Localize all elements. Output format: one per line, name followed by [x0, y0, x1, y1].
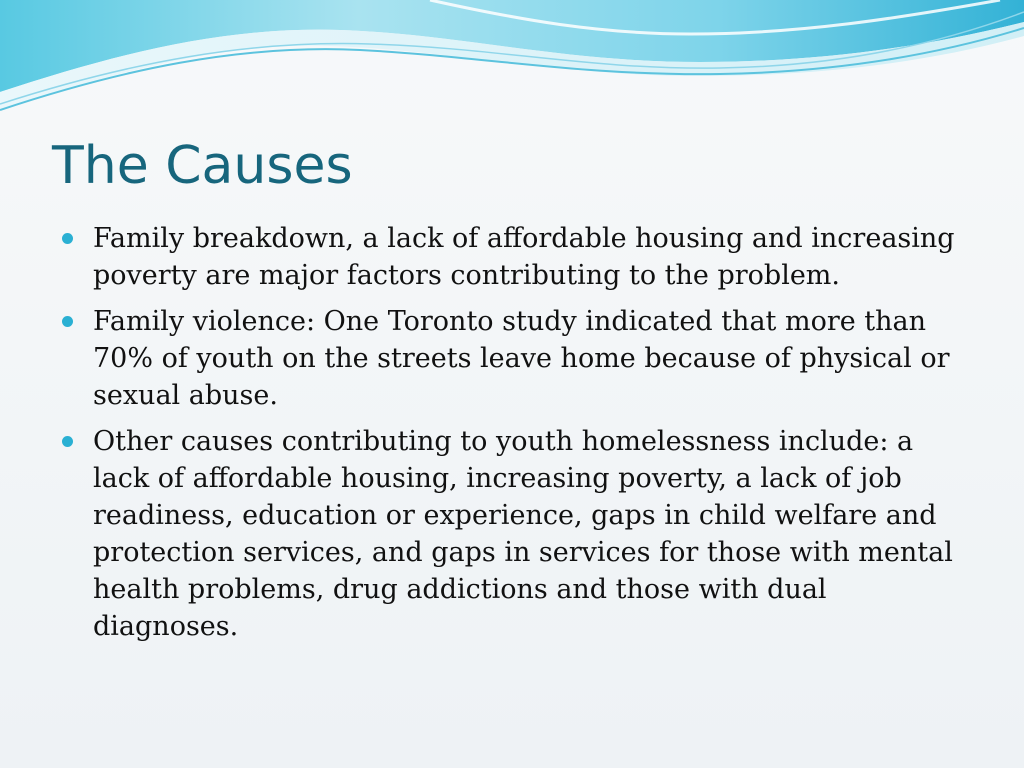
slide-title: The Causes — [52, 136, 353, 196]
wave-decoration — [0, 0, 1024, 120]
bullet-item — [62, 220, 962, 294]
bullet-dot-icon — [62, 233, 73, 244]
bullet-text: Family breakdown, a lack of affordable housing and increasing poverty are major factors contributing to the problem. — [93, 223, 955, 291]
bullet-item — [62, 423, 962, 645]
wave-top-band — [0, 0, 1024, 92]
bullet-text: Other causes contributing to youth homelessness include: a lack of affordable housing, increasing poverty, a lack of job readiness, education or experience, gaps in child welfare and protection services, and gaps in services for those with mental health problems, drug addictions and those with dual diagnoses. — [93, 426, 953, 642]
bullet-dot-icon — [62, 316, 73, 327]
bullet-dot-icon — [62, 436, 73, 447]
bullet-item — [62, 303, 962, 414]
bullet-text: Family violence: One Toronto study indicated that more than 70% of youth on the streets leave home because of physical or sexual abuse. — [93, 306, 950, 411]
bullet-list — [62, 220, 962, 654]
